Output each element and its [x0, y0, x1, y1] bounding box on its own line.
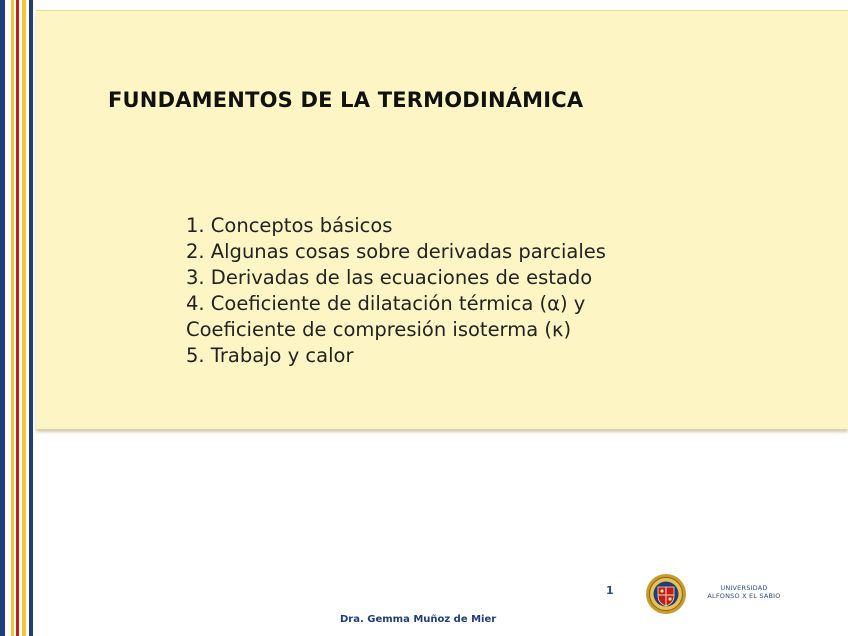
stripe-navy [0, 0, 5, 636]
stripe-red [16, 0, 19, 636]
slide-title: FUNDAMENTOS DE LA TERMODINÁMICA [108, 88, 584, 112]
stripe-gold [22, 0, 26, 636]
page-number: 1 [606, 584, 614, 597]
topic-item: 5. Trabajo y calor [186, 344, 354, 367]
topic-list [186, 213, 606, 369]
topic-item: 3. Derivadas de las ecuaciones de estado [186, 266, 593, 289]
topic-item: 2. Algunas cosas sobre derivadas parciales [186, 240, 606, 263]
university-line-2: ALFONSO X EL SABIO [707, 592, 781, 600]
stripe-gold-thin [11, 0, 14, 636]
decorative-stripes [0, 0, 40, 636]
author-name: Dra. Gemma Muñoz de Mier [340, 614, 497, 625]
topic-item: Coeficiente de compresión isoterma (κ) [186, 318, 572, 341]
university-seal-icon [645, 573, 687, 615]
topic-item: 4. Coeficiente de dilatación térmica (α) y [186, 292, 586, 315]
topic-item: 1. Conceptos básicos [186, 214, 393, 237]
university-line-1: UNIVERSIDAD [720, 584, 768, 592]
university-name [696, 584, 792, 600]
stripe-navy-inner [29, 0, 33, 636]
